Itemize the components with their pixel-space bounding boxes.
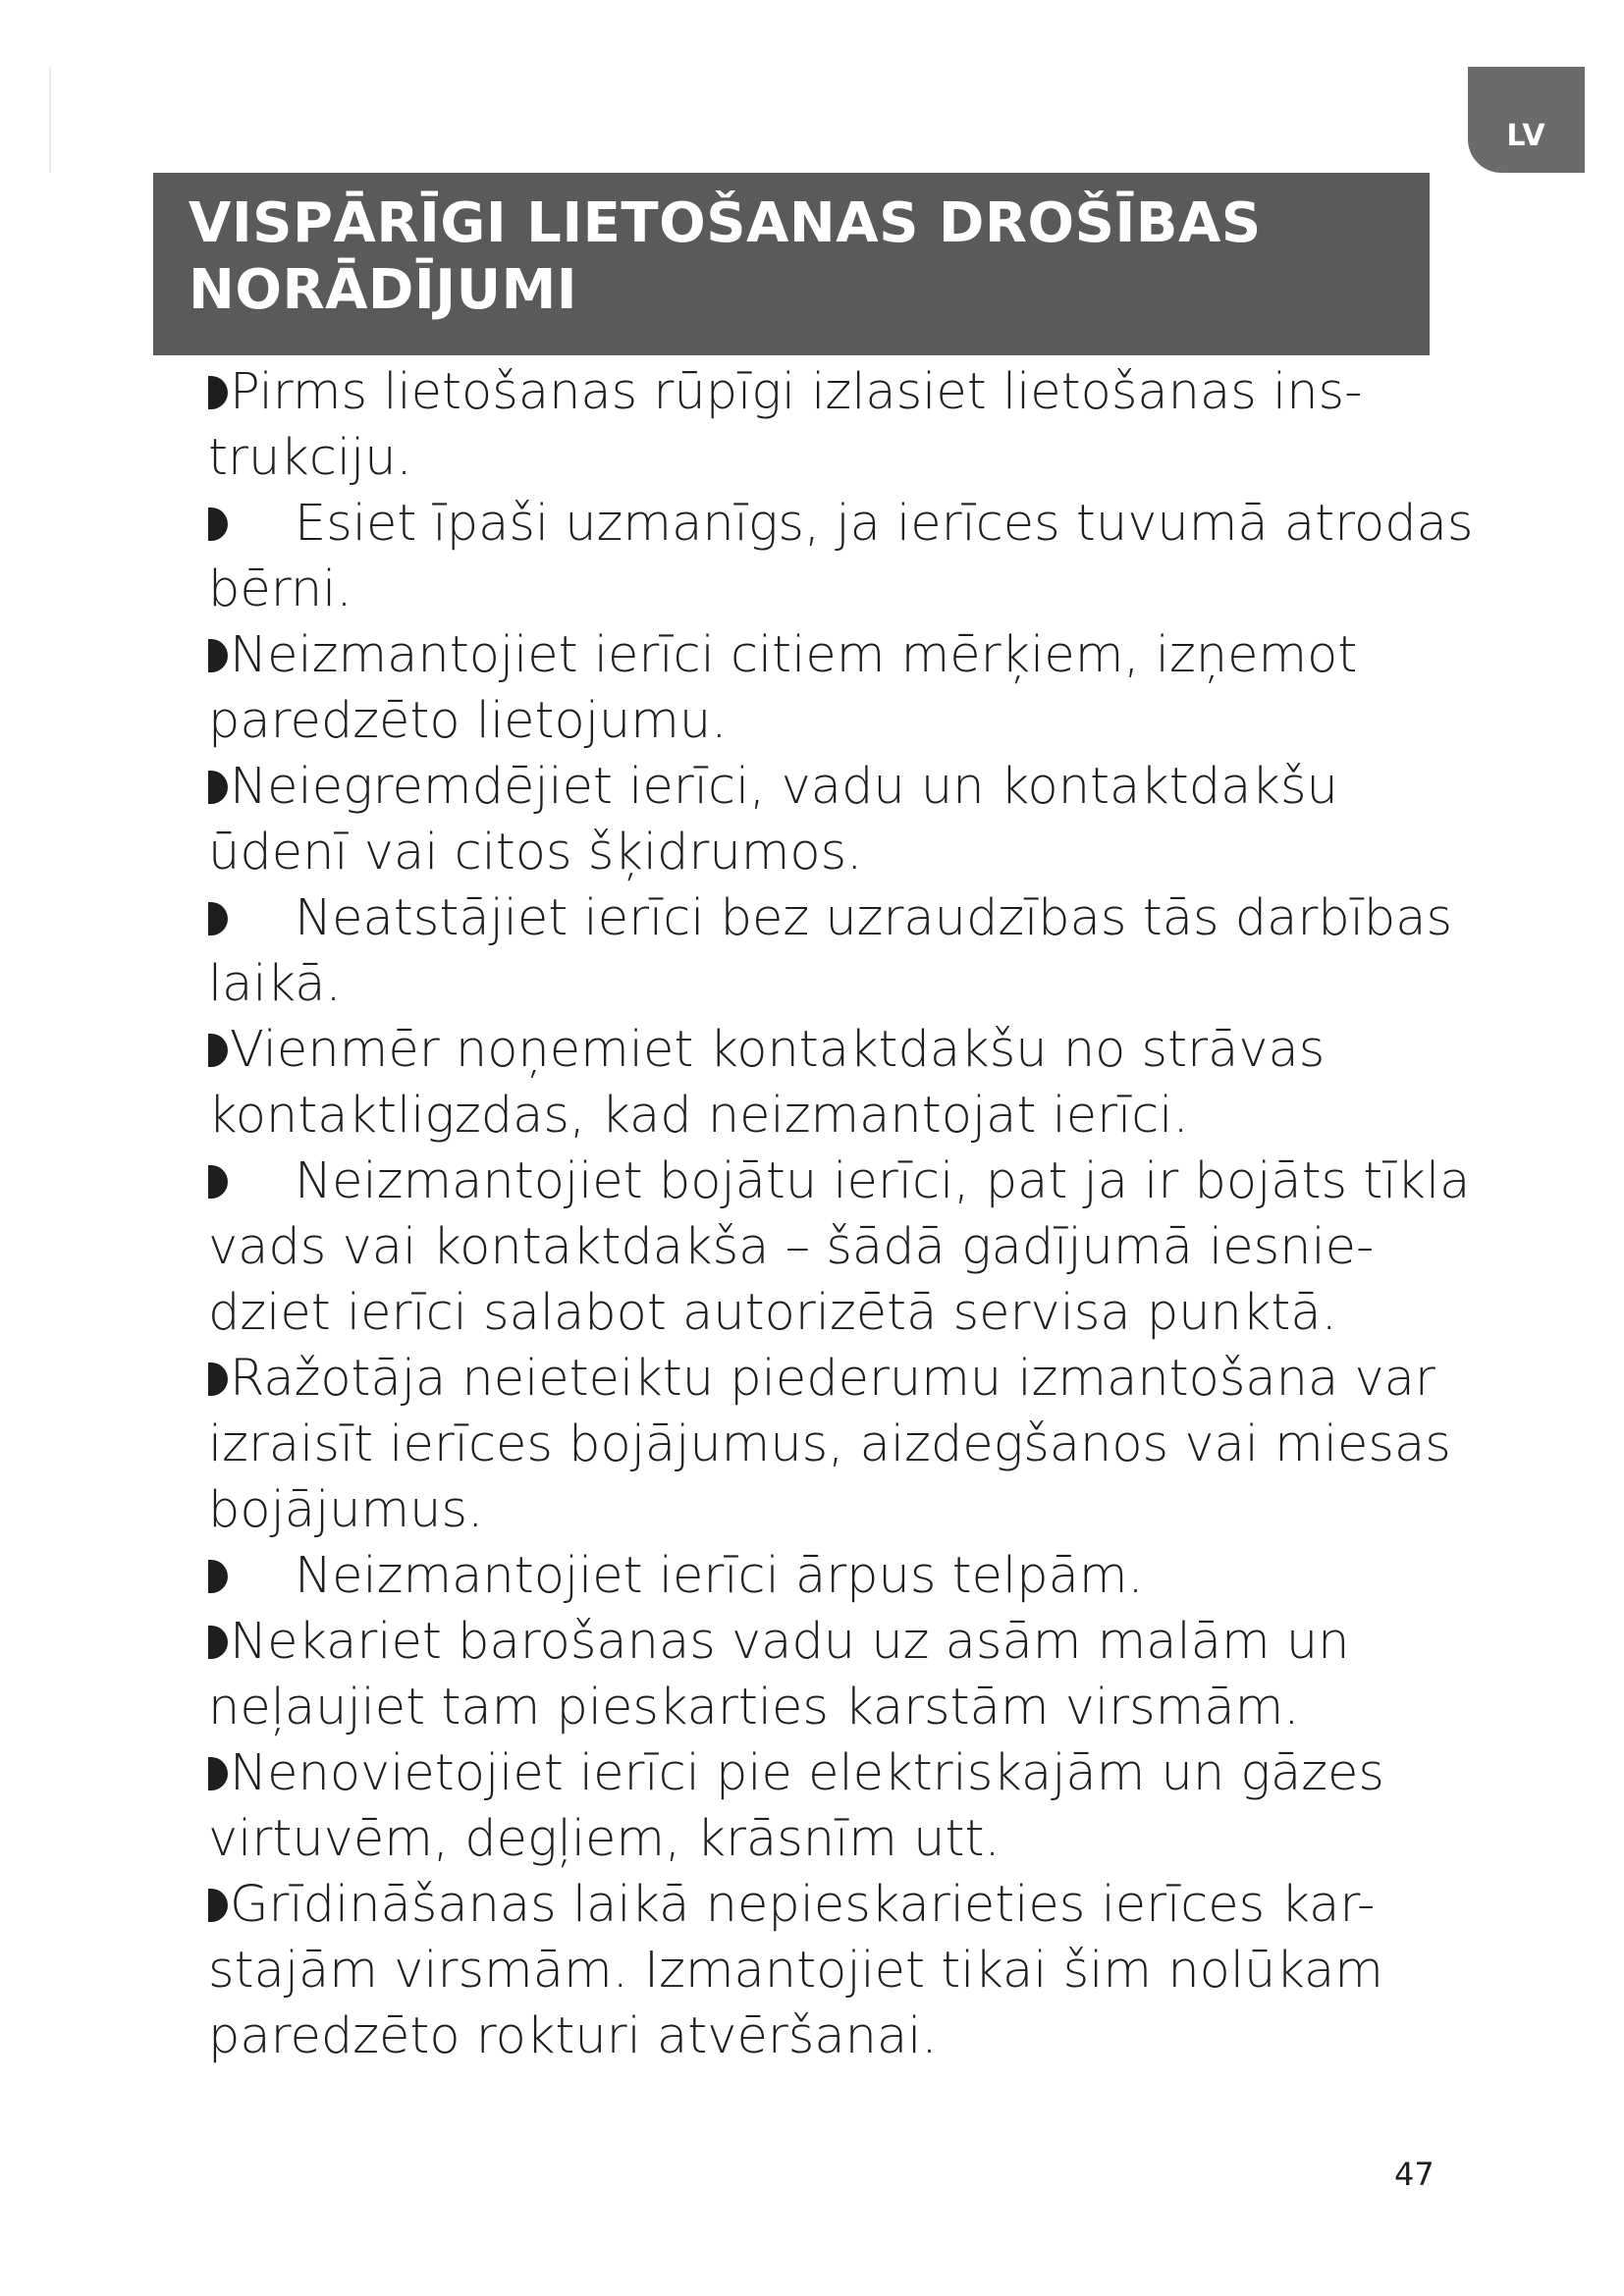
instruction-item <box>208 491 1553 622</box>
instruction-line: virtuvēm, degļiem, krāsnīm utt. <box>208 1810 1001 1868</box>
instruction-line: Nenovietojiet ierīci pie elektriskajām un gāzes <box>230 1744 1384 1802</box>
bullet-icon <box>208 507 228 541</box>
instruction-item <box>208 1872 1553 2069</box>
instruction-line: Esiet īpaši uzmanīgs, ja ierīces tuvumā atrodas <box>295 495 1474 553</box>
instruction-item <box>208 1740 1553 1872</box>
bullet-icon <box>208 902 228 935</box>
instruction-line: paredzēto rokturi atvēršanai. <box>208 2007 938 2065</box>
instruction-line: laikā. <box>208 955 342 1013</box>
instruction-line: dziet ierīci salabot autorizētā servisa punktā. <box>208 1284 1337 1342</box>
bullet-icon <box>208 639 228 672</box>
section-title-line1: VISPĀRĪGI LIETOŠANAS DROŠĪBAS <box>189 191 1262 255</box>
section-header <box>153 173 1430 355</box>
margin-line <box>49 67 51 173</box>
bullet-icon <box>208 1626 228 1659</box>
bullet-icon <box>208 1889 228 1922</box>
instruction-line: stajām virsmām. Izmantojiet tikai šim nolūkam <box>208 1942 1383 2000</box>
instruction-line: Neizmantojiet bojātu ierīci, pat ja ir bojāts tīkla <box>295 1152 1471 1210</box>
instruction-line: Neizmantojiet ierīci ārpus telpām. <box>295 1547 1144 1605</box>
bullet-icon <box>208 1560 228 1593</box>
instruction-line: trukciju. <box>208 429 412 487</box>
instruction-item <box>208 885 1553 1017</box>
instruction-line: Grīdināšanas laikā nepieskarieties ierīces kar- <box>230 1876 1376 1934</box>
page-number: 47 <box>1394 2156 1435 2193</box>
bullet-icon <box>208 1034 228 1067</box>
instructions-list <box>208 359 1553 2069</box>
instruction-line: Pirms lietošanas rūpīgi izlasiet lietošanas ins- <box>230 363 1363 421</box>
instruction-line: Vienmēr noņemiet kontaktdakšu no strāvas <box>230 1021 1326 1079</box>
instruction-line: Ražotāja neieteiktu piederumu izmantošana var <box>230 1350 1435 1408</box>
section-title-line2: NORĀDĪJUMI <box>189 258 578 322</box>
instruction-item <box>208 1346 1553 1543</box>
instruction-line: vads vai kontaktdakša – šādā gadījumā iesnie- <box>208 1218 1375 1276</box>
instruction-line: izraisīt ierīces bojājumus, aizdegšanos vai miesas <box>208 1415 1451 1473</box>
bullet-icon <box>208 1165 228 1199</box>
instruction-line: kontaktligzdas, kad neizmantojat ierīci. <box>208 1087 1189 1145</box>
section-title <box>189 190 1430 324</box>
instruction-line: Nekariet barošanas vadu uz asām malām un <box>230 1613 1350 1671</box>
instruction-item <box>208 754 1553 885</box>
instruction-line: bojājumus. <box>208 1481 484 1539</box>
instruction-line: paredzēto lietojumu. <box>208 692 728 750</box>
bullet-icon <box>208 376 228 409</box>
instruction-line: neļaujiet tam pieskarties karstām virsmām. <box>208 1679 1300 1736</box>
instruction-line: Neizmantojiet ierīci citiem mērķiem, izņemot <box>230 626 1358 684</box>
instruction-item <box>208 622 1553 754</box>
language-tab: LV <box>1468 67 1585 173</box>
instruction-item <box>208 359 1553 491</box>
bullet-icon <box>208 1362 228 1396</box>
bullet-icon <box>208 771 228 804</box>
instruction-item <box>208 1543 1553 1609</box>
instruction-line: Neatstājiet ierīci bez uzraudzības tās darbības <box>295 889 1453 947</box>
instruction-line: ūdenī vai citos šķidrumos. <box>208 824 863 881</box>
instruction-item <box>208 1609 1553 1740</box>
instruction-line: Neiegremdējiet ierīci, vadu un kontaktdakšu <box>230 758 1338 816</box>
bullet-icon <box>208 1757 228 1790</box>
instruction-item <box>208 1017 1553 1148</box>
instruction-item <box>208 1148 1553 1346</box>
instruction-line: bērni. <box>208 561 352 618</box>
